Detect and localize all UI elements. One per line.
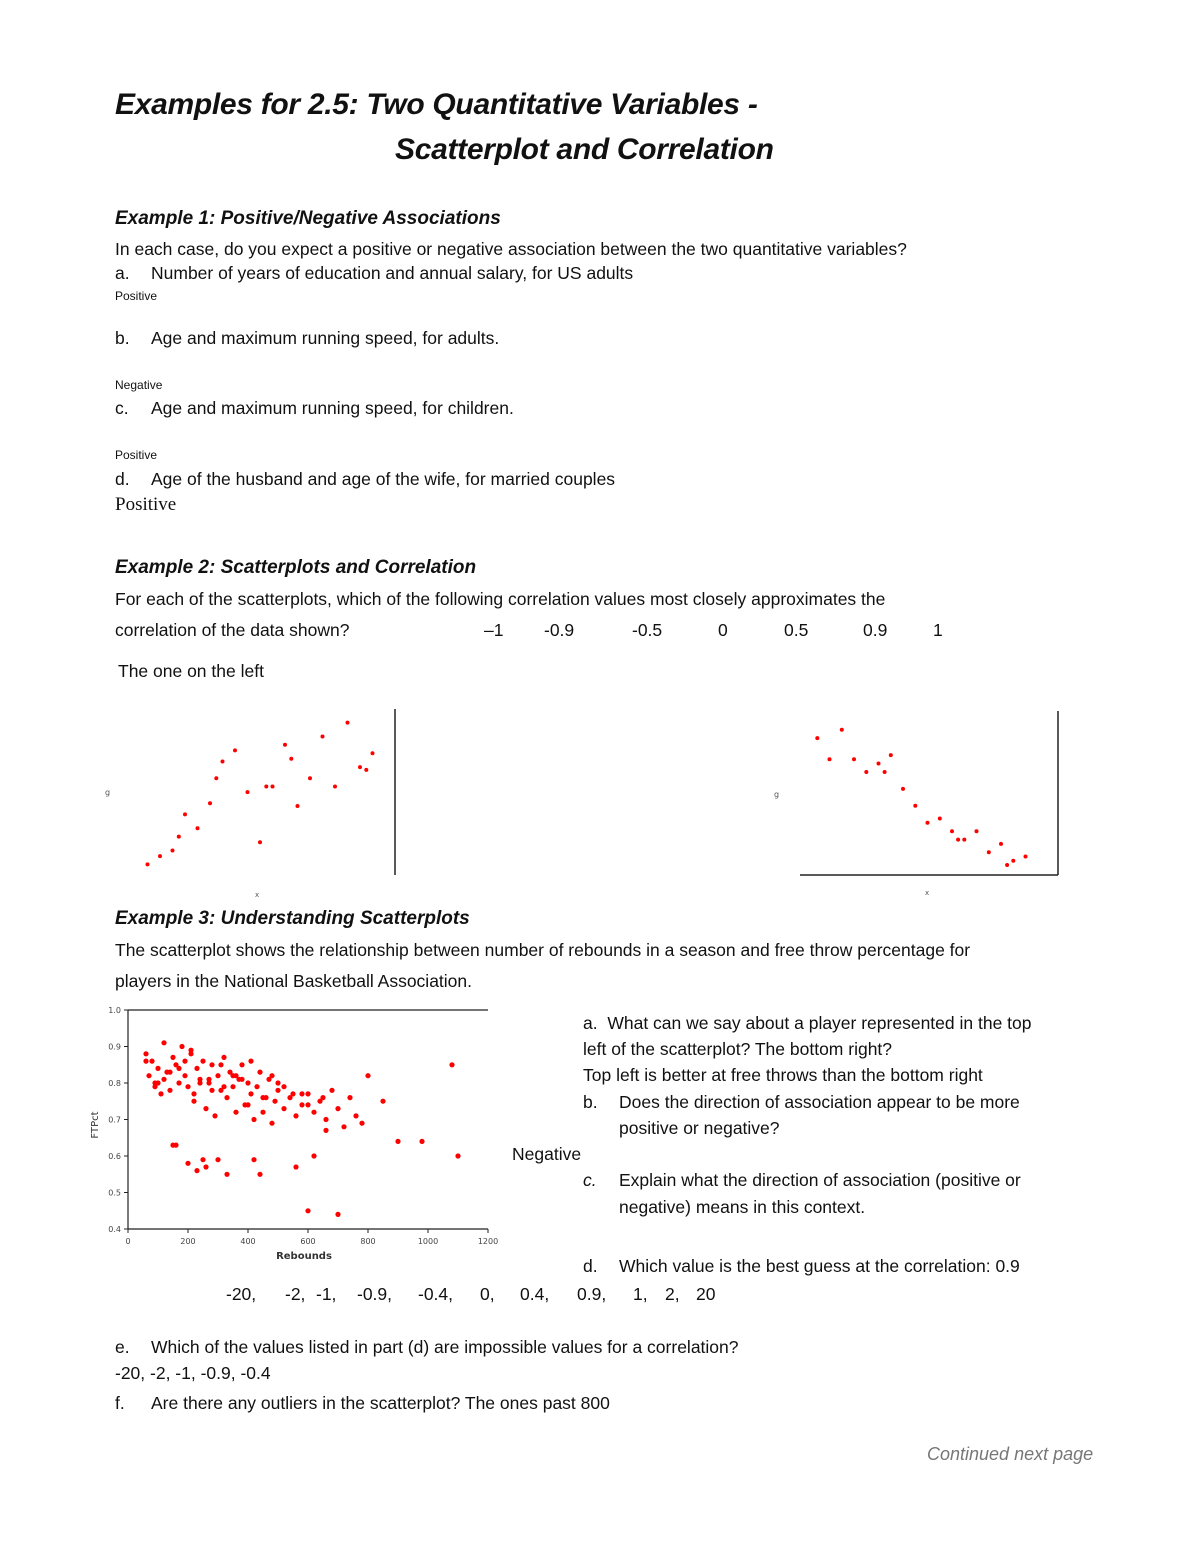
data-point (185, 1161, 190, 1166)
data-point (1005, 863, 1009, 867)
data-point (233, 1073, 238, 1078)
data-point (254, 1084, 259, 1089)
data-point (323, 1128, 328, 1133)
y-axis-label: g (105, 788, 111, 797)
data-point (305, 1102, 310, 1107)
candidate-value: -0.9, (357, 1284, 393, 1304)
data-point (214, 776, 218, 780)
x-tick-label: 1200 (477, 1237, 499, 1246)
data-point (1024, 855, 1028, 859)
data-point (149, 1059, 154, 1064)
data-point (962, 838, 966, 842)
y-axis-label: FTPct (90, 1111, 101, 1139)
data-point (305, 1208, 310, 1213)
data-point (323, 1117, 328, 1122)
data-point (956, 838, 960, 842)
data-point (221, 1084, 226, 1089)
data-point (257, 1172, 262, 1177)
example1-item-c (115, 398, 514, 419)
x-tick-label: 1000 (417, 1237, 439, 1246)
question-e-label: e. (115, 1337, 130, 1357)
data-point (299, 1091, 304, 1096)
data-point (272, 1099, 277, 1104)
example1-answer-b: Negative (115, 378, 163, 392)
question-e-answer: -20, -2, -1, -0.9, -0.4 (115, 1363, 271, 1383)
example3-intro-line2: players in the National Basketball Association. (115, 971, 473, 991)
data-point (248, 1059, 253, 1064)
data-point (245, 1080, 250, 1085)
data-point (245, 1102, 250, 1107)
correlation-option: 0.5 (784, 620, 809, 640)
x-tick-label: 600 (300, 1237, 316, 1246)
correlation-option: –1 (484, 620, 504, 640)
data-point (221, 760, 225, 764)
data-point (364, 768, 368, 772)
data-point (353, 1113, 358, 1118)
page-title-line1: Examples for 2.5: Two Quantitative Variables - (115, 88, 758, 121)
scatterplot-right (770, 705, 1070, 900)
example2-heading: Example 2: Scatterplots and Correlation (115, 557, 477, 578)
data-point (311, 1153, 316, 1158)
data-point (308, 776, 312, 780)
data-point (296, 804, 300, 808)
example1-item-b (115, 328, 499, 349)
data-point (341, 1124, 346, 1129)
example1-item-a (115, 263, 633, 284)
y-tick-label: 0.4 (108, 1225, 121, 1234)
data-point (258, 840, 262, 844)
x-tick-label: 400 (240, 1237, 256, 1246)
x-tick-label: 0 (125, 1237, 131, 1246)
candidate-value: 1, (633, 1284, 648, 1304)
example2-prompt-line2: correlation of the data shown? (115, 620, 350, 640)
item-text: Age and maximum running speed, for children. (151, 398, 514, 418)
example2-answer: The one on the left (118, 661, 264, 681)
data-point (233, 748, 237, 752)
data-point (889, 753, 893, 757)
correlation-option: 1 (933, 620, 943, 640)
correlation-option: 0.9 (863, 620, 888, 640)
candidate-value: 2, (665, 1284, 680, 1304)
data-point (883, 770, 887, 774)
data-point (290, 1091, 295, 1096)
data-point (161, 1040, 166, 1045)
x-axis-label: x (925, 889, 930, 897)
data-point (999, 842, 1003, 846)
data-point (155, 1066, 160, 1071)
question-d-label: d. (583, 1256, 598, 1276)
data-point (209, 1062, 214, 1067)
data-point (208, 801, 212, 805)
candidate-value: -1, (316, 1284, 337, 1304)
example2-prompt-line1: For each of the scatterplots, which of the following correlation values most closely approximates the (115, 589, 886, 609)
data-point (260, 1110, 265, 1115)
question-a-answer: Top left is better at free throws than the bottom right (583, 1065, 983, 1085)
data-point (143, 1051, 148, 1056)
data-point (926, 821, 930, 825)
data-point (182, 1059, 187, 1064)
y-axis-label: g (774, 790, 780, 799)
data-point (293, 1113, 298, 1118)
data-point (176, 1066, 181, 1071)
candidate-value: 0.9, (577, 1284, 607, 1304)
data-point (419, 1139, 424, 1144)
data-point (155, 1080, 160, 1085)
correlation-candidates (0, 1284, 1200, 1308)
data-point (218, 1062, 223, 1067)
data-point (358, 765, 362, 769)
example3-heading: Example 3: Understanding Scatterplots (115, 908, 470, 929)
x-axis-label: Rebounds (276, 1251, 332, 1262)
data-point (200, 1059, 205, 1064)
x-tick-label: 200 (180, 1237, 196, 1246)
data-point (215, 1073, 220, 1078)
data-point (346, 721, 350, 725)
item-label: a. (115, 263, 130, 283)
data-point (264, 785, 268, 789)
data-point (371, 751, 375, 755)
item-text: Age and maximum running speed, for adults. (151, 328, 500, 348)
question-b-answer: Negative (512, 1144, 582, 1164)
y-tick-label: 1.0 (108, 1006, 121, 1015)
data-point (299, 1102, 304, 1107)
data-point (167, 1088, 172, 1093)
data-point (239, 1077, 244, 1082)
candidate-value: -0.4, (418, 1284, 454, 1304)
item-label: b. (115, 328, 130, 348)
data-point (209, 1088, 214, 1093)
data-point (864, 770, 868, 774)
scatterplot-left (100, 705, 410, 900)
data-point (449, 1062, 454, 1067)
data-point (206, 1077, 211, 1082)
example1-answer-c: Positive (115, 448, 158, 462)
question-a-line2: left of the scatterplot? The bottom right? (583, 1039, 893, 1059)
data-point (173, 1143, 178, 1148)
data-point (182, 1073, 187, 1078)
question-e (115, 1337, 739, 1358)
data-point (938, 817, 942, 821)
example1-heading: Example 1: Positive/Negative Associations (115, 208, 501, 229)
data-point (365, 1073, 370, 1078)
example1-prompt: In each case, do you expect a positive or negative association between the two quantitative variables? (115, 239, 907, 259)
data-point (305, 1091, 310, 1096)
data-point (191, 1091, 196, 1096)
data-point (158, 854, 162, 858)
data-point (257, 1070, 262, 1075)
data-point (311, 1110, 316, 1115)
data-point (987, 850, 991, 854)
data-point (194, 1066, 199, 1071)
data-point (275, 1080, 280, 1085)
data-point (271, 785, 275, 789)
question-d-text: Which value is the best guess at the correlation: 0.9 (619, 1256, 1020, 1276)
question-b-line2: positive or negative? (619, 1118, 780, 1138)
data-point (171, 849, 175, 853)
data-point (335, 1106, 340, 1111)
question-c-line1: Explain what the direction of association (positive or (619, 1170, 1021, 1190)
data-point (275, 1088, 280, 1093)
y-tick-label: 0.8 (108, 1079, 121, 1088)
question-f (115, 1393, 610, 1414)
data-point (212, 1113, 217, 1118)
data-point (877, 762, 881, 766)
question-c-label: c. (583, 1170, 597, 1190)
question-a-text: What can we say about a player represented in the top (607, 1013, 1032, 1033)
data-point (188, 1048, 193, 1053)
data-point (269, 1121, 274, 1126)
data-point (203, 1164, 208, 1169)
data-point (191, 1099, 196, 1104)
question-f-label: f. (115, 1393, 125, 1413)
data-point (251, 1117, 256, 1122)
data-point (230, 1084, 235, 1089)
data-point (260, 1095, 265, 1100)
candidate-value: 0.4, (520, 1284, 550, 1304)
data-point (335, 1212, 340, 1217)
page-title-line2: Scatterplot and Correlation (395, 133, 774, 166)
candidate-value: 0, (480, 1284, 495, 1304)
data-point (146, 1073, 151, 1078)
data-point (281, 1084, 286, 1089)
data-point (161, 1077, 166, 1082)
data-point (455, 1153, 460, 1158)
y-tick-label: 0.9 (108, 1042, 121, 1052)
data-point (852, 757, 856, 761)
data-point (380, 1099, 385, 1104)
data-point (913, 804, 917, 808)
data-point (248, 1091, 253, 1096)
correlation-option: -0.5 (632, 620, 663, 640)
x-tick-label: 800 (360, 1237, 376, 1246)
correlation-option: 0 (718, 620, 728, 640)
example1-answer-d: Positive (115, 494, 177, 515)
data-point (359, 1121, 364, 1126)
data-point (281, 1106, 286, 1111)
data-point (320, 1095, 325, 1100)
data-point (197, 1080, 202, 1085)
data-point (975, 829, 979, 833)
item-text: Age of the husband and age of the wife, for married couples (151, 469, 616, 489)
example1-answer-a: Positive (115, 289, 158, 303)
data-point (293, 1164, 298, 1169)
data-point (158, 1091, 163, 1096)
data-point (239, 1062, 244, 1067)
data-point (251, 1157, 256, 1162)
example3-intro-line1: The scatterplot shows the relationship between number of rebounds in a season and free throw percentage for (115, 940, 971, 960)
item-label: d. (115, 469, 130, 489)
question-a-label: a. (583, 1013, 598, 1033)
data-point (395, 1139, 400, 1144)
data-point (233, 1110, 238, 1115)
data-point (283, 743, 287, 747)
correlation-option: -0.9 (544, 620, 575, 640)
data-point (901, 787, 905, 791)
data-point (1011, 859, 1015, 863)
question-b-label: b. (583, 1092, 598, 1112)
y-tick-label: 0.6 (108, 1152, 121, 1161)
data-point (815, 736, 819, 740)
data-point (179, 1044, 184, 1049)
data-point (170, 1055, 175, 1060)
data-point (177, 835, 181, 839)
example1-item-d (115, 469, 615, 490)
data-point (224, 1095, 229, 1100)
data-point (185, 1084, 190, 1089)
data-point (176, 1080, 181, 1085)
x-axis-label: x (255, 891, 260, 899)
data-point (840, 728, 844, 732)
data-point (194, 1168, 199, 1173)
data-point (143, 1059, 148, 1064)
correlation-options (0, 620, 1200, 644)
item-text: Number of years of education and annual salary, for US adults (151, 263, 634, 283)
data-point (167, 1070, 172, 1075)
data-point (329, 1088, 334, 1093)
data-point (246, 790, 250, 794)
y-tick-label: 0.5 (108, 1188, 121, 1198)
data-point (221, 1055, 226, 1060)
data-point (203, 1106, 208, 1111)
data-point (333, 785, 337, 789)
question-e-text: Which of the values listed in part (d) are impossible values for a correlation? (151, 1337, 739, 1357)
data-point (146, 862, 150, 866)
footer-continued: Continued next page (927, 1444, 1094, 1464)
y-tick-label: 0.7 (108, 1115, 121, 1125)
data-point (347, 1095, 352, 1100)
data-point (224, 1172, 229, 1177)
question-c-line2: negative) means in this context. (619, 1197, 866, 1217)
rebounds-scatterplot (82, 1000, 502, 1265)
data-point (183, 812, 187, 816)
data-point (200, 1157, 205, 1162)
data-point (828, 757, 832, 761)
question-f-text: Are there any outliers in the scatterplot? The ones past 800 (151, 1393, 610, 1413)
candidate-value: -20, (226, 1284, 257, 1304)
data-point (289, 757, 293, 761)
question-a-line1 (583, 1013, 1032, 1034)
data-point (950, 829, 954, 833)
candidate-value: 20 (696, 1284, 716, 1304)
data-point (215, 1157, 220, 1162)
question-b-line1: Does the direction of association appear to be more (619, 1092, 1020, 1112)
data-point (269, 1073, 274, 1078)
item-label: c. (115, 398, 129, 418)
data-point (321, 735, 325, 739)
data-point (196, 826, 200, 830)
candidate-value: -2, (285, 1284, 306, 1304)
